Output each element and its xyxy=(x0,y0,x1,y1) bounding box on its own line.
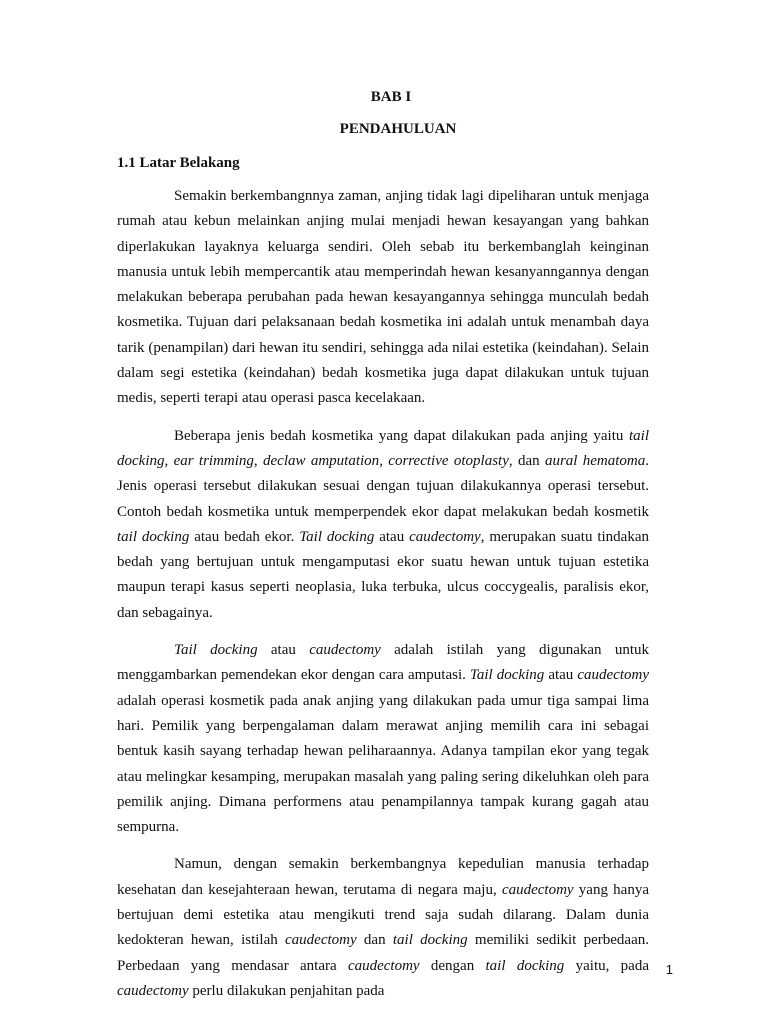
text-run: yang hanya bertujuan demi estetika atau mengikuti trend saja sudah dilarang. Dalam dunia kedokteran hewan, istilah xyxy=(117,881,649,949)
italic-term: Tail docking xyxy=(469,667,545,684)
text-run: , dan xyxy=(508,452,545,469)
italic-term: aural hematoma xyxy=(544,452,646,469)
italic-term: caudectomy xyxy=(285,932,357,949)
text-run: Semakin berkembangnnya zaman, anjing tidak lagi dipeliharan untuk menjaga rumah atau kebun melainkan anjing mulai menjadi hewan kesayangan yang bahkan diperlakukan layaknya keluarga sendiri. Oleh sebab itu berkembanglah keinginan manusia untuk lebih mempercantik atau memperindah hewan kesanyanngannya dengan melakukan beberapa perubahan pada hewan kesayangannya sehingga munculah bedah kosmetika. Tujuan dari pelaksanaan bedah kosmetika ini adalah untuk menambah daya tarik (penampilan) dari hewan itu sendiri, sehingga ada nilai estetika (keindahan). Selain dalam segi estetika (keindahan) bedah kosmetika juga dapat dilakukan untuk tujuan medis, seperti terapi atau operasi pasca kecelakaan. xyxy=(117,188,649,407)
italic-term: tail docking xyxy=(117,528,190,545)
italic-term: declaw amputation xyxy=(263,452,380,469)
text-run: atau xyxy=(257,642,310,659)
text-run: , xyxy=(253,452,264,469)
text-run: , xyxy=(379,452,389,469)
text-run: . Jenis operasi tersebut dilakukan sesuai dengan tujuan dilakukannya operasi tersebut. Contoh bedah kosmetika untuk memperpendek ekor dapat melakukan bedah kosmetik xyxy=(117,452,650,520)
text-run: perlu dilakukan penjahitan pada xyxy=(188,982,385,999)
text-run: atau bedah ekor. xyxy=(189,528,300,545)
text-run: , xyxy=(164,452,174,469)
paragraph xyxy=(117,184,649,412)
text-run: , merupakan suatu tindakan bedah yang bertujuan untuk mengamputasi ekor suatu hewan untuk tujuan estetika maupun terapi kasus seperti neoplasia, luka terbuka, ulcus coccygealis, paralisis ekor, dan sebagainya. xyxy=(117,528,649,621)
page-number: 1 xyxy=(665,962,673,977)
chapter-title: PENDAHULUAN xyxy=(339,121,457,137)
text-run: atau xyxy=(374,528,410,545)
paragraph xyxy=(117,852,649,1004)
text-run: yaitu, pada xyxy=(564,957,649,974)
text-run: dengan xyxy=(419,957,486,974)
text-run: dan xyxy=(356,932,393,949)
italic-term: corrective otoplasty xyxy=(388,452,509,469)
italic-term: caudectomy xyxy=(309,642,381,659)
italic-term: ear trimming xyxy=(173,452,254,469)
italic-term: caudectomy xyxy=(347,957,420,974)
body-text xyxy=(117,184,649,1016)
text-run: adalah istilah yang digunakan untuk menggambarkan pemendekan ekor dengan cara amputasi. xyxy=(117,642,649,684)
italic-term: Tail docking xyxy=(174,642,258,659)
text-run: Beberapa jenis bedah kosmetika yang dapat dilakukan pada anjing yaitu xyxy=(174,427,629,444)
italic-term: Tail docking xyxy=(299,528,375,545)
chapter-heading: BAB I xyxy=(370,89,412,105)
paragraph xyxy=(117,424,649,626)
section-title: 1.1 Latar Belakang xyxy=(117,155,240,171)
italic-term: caudectomy xyxy=(409,528,481,545)
italic-term: caudectomy xyxy=(501,881,574,898)
paragraph xyxy=(117,638,649,840)
text-run: atau xyxy=(544,667,578,684)
italic-term: tail docking xyxy=(485,957,565,974)
italic-term: caudectomy xyxy=(117,982,189,999)
italic-term: tail docking xyxy=(117,427,649,469)
text-run: Namun, dengan semakin berkembangnya kepedulian manusia terhadap kesehatan dan kesejahteraan hewan, terutama di negara maju, xyxy=(117,856,649,898)
italic-term: tail docking xyxy=(392,932,468,949)
text-run: memiliki sedikit perbedaan. Perbedaan yang mendasar antara xyxy=(117,932,649,974)
italic-term: caudectomy xyxy=(577,667,649,684)
text-run: adalah operasi kosmetik pada anak anjing yang dilakukan pada umur tiga sampai lima hari. Pemilik yang berpengalaman dalam merawat anjing memilih cara ini sebagai bentuk kasih sayang terhadap hewan peliharaannya. Adanya tampilan ekor yang tegak atau melingkar kesamping, merupakan masalah yang paling sering dikeluhkan oleh para pemilik anjing. Dimana performens atau penampilannya tampak kurang gagah atau sempurna. xyxy=(117,692,649,836)
